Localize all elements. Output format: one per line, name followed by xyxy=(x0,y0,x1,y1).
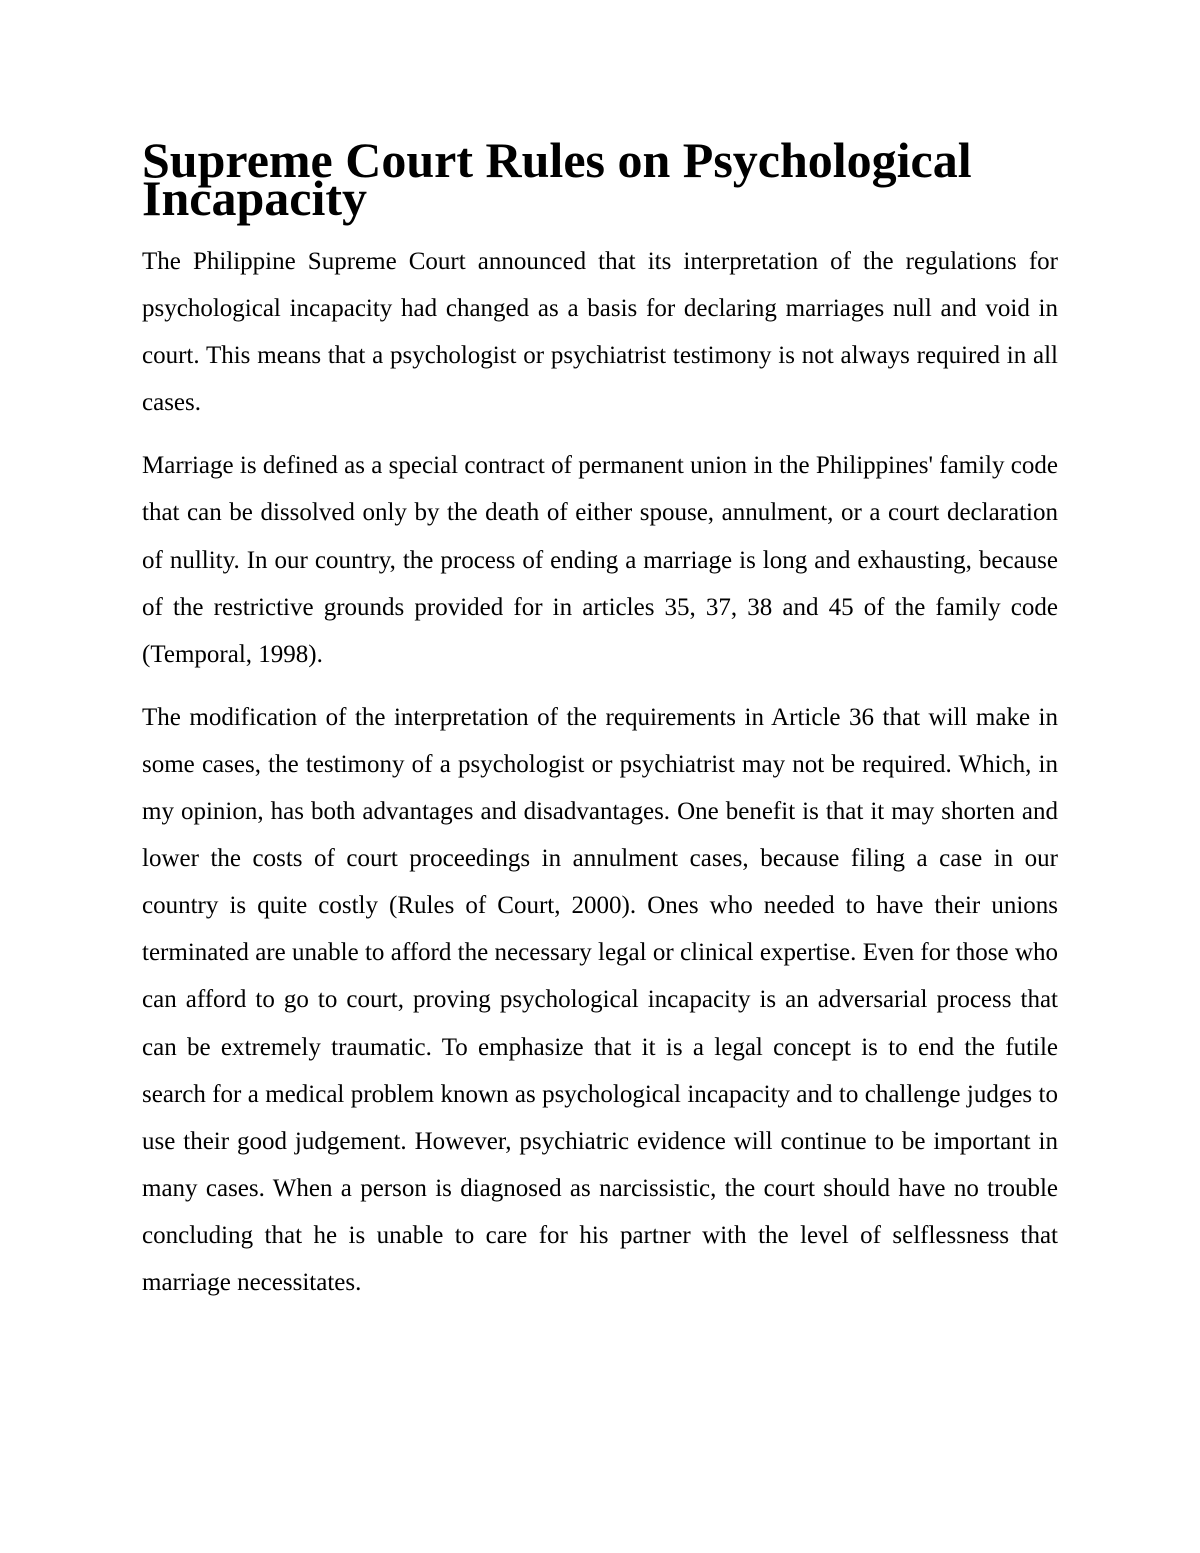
paragraph-introduction: The Philippine Supreme Court announced that its interpretation of the regulations for psychological incapacity had changed as a basis for declaring marriages null and void in court. This means that a psychologist or psychiatrist testimony is not always required in all cases. xyxy=(142,248,1058,417)
document-title: Supreme Court Rules on Psychological Incapacity xyxy=(142,132,972,226)
paragraph-marriage-definition: Marriage is defined as a special contract of permanent union in the Philippines' family code that can be dissolved only by the death of either spouse, annulment, or a court declaration of nullity. In our country, the process of ending a marriage is long and exhausting, because of the restrictive grounds provided for in articles 35, 37, 38 and 45 of the family code (Temporal, 1998). xyxy=(142,452,1058,668)
paragraph-opinion: The modification of the interpretation of the requirements in Article 36 that will make in some cases, the testimony of a psychologist or psychiatrist may not be required. Which, in my opinion, has both advantages and disadvantages. One benefit is that it may shorten and lower the costs of court proceedings in annulment cases, because filing a case in our country is quite costly (Rules of Court, 2000). Ones who needed to have their unions terminated are unable to afford the necessary legal or clinical expertise. Even for those who can afford to go to court, proving psychological incapacity is an adversarial process that can be extremely traumatic. To emphasize that it is a legal concept is to end the futile search for a medical problem known as psychological incapacity and to challenge judges to use their good judgement. However, psychiatric evidence will continue to be important in many cases. When a person is diagnosed as narcissistic, the court should have no trouble concluding that he is unable to care for his partner with the level of selflessness that marriage necessitates. xyxy=(142,703,1058,1296)
document-body xyxy=(142,132,1058,1306)
